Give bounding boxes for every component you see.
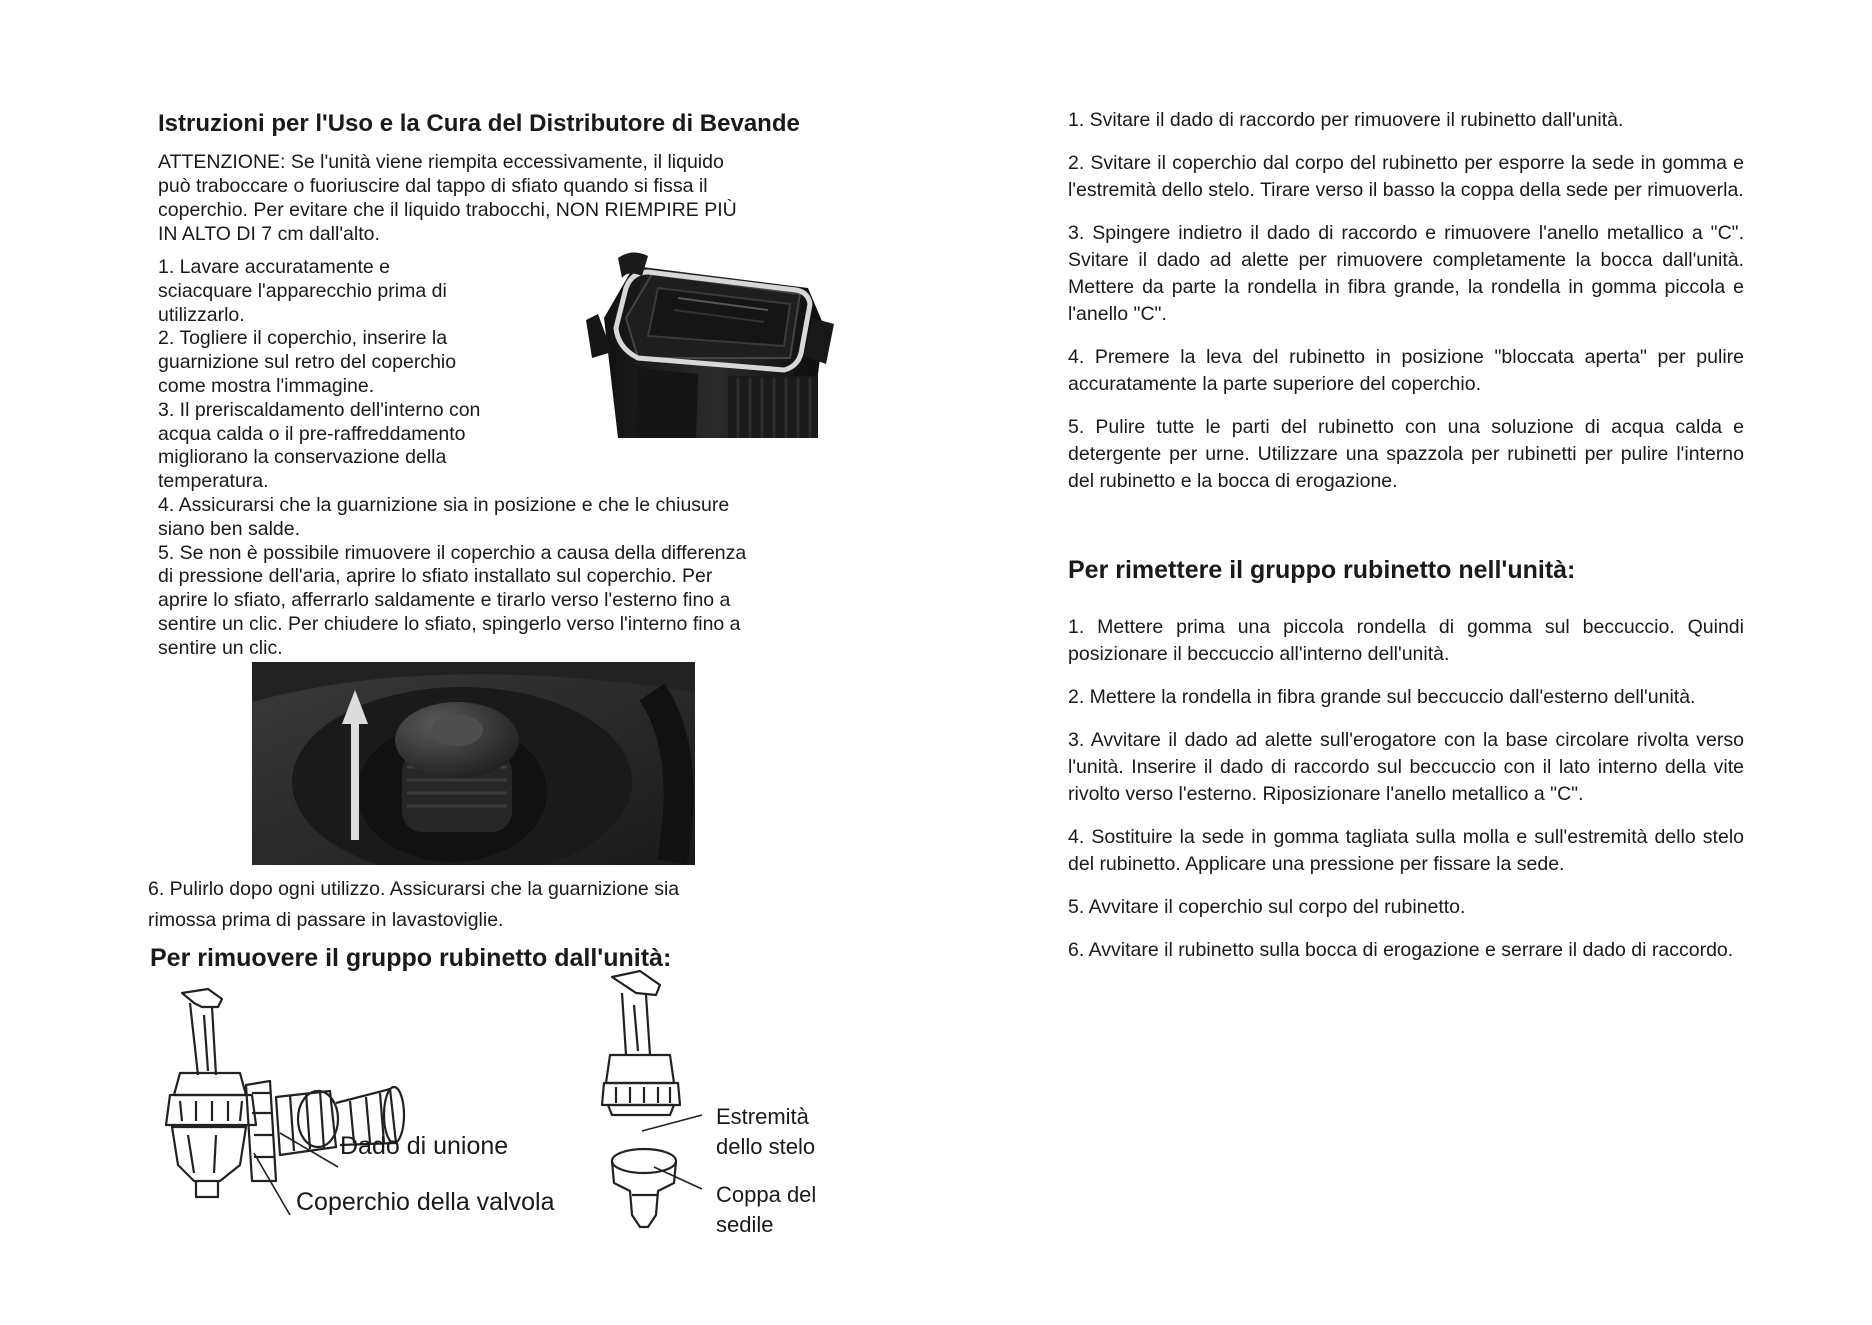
label-dado-di-unione: Dado di unione xyxy=(340,1132,509,1160)
step-line: aprire lo sfiato, afferrarlo saldamente e tirarlo verso l'esterno fino a xyxy=(158,589,731,612)
label-line: sedile xyxy=(716,1212,774,1237)
step-line: 5. Se non è possibile rimuovere il coperchio a causa della differenza xyxy=(158,541,747,564)
reinstall-column xyxy=(1068,614,1744,964)
step-line: sentire un clic. xyxy=(158,636,283,659)
step-line: utilizzarlo. xyxy=(158,303,245,326)
step-line: come mostra l'immagine. xyxy=(158,374,375,397)
reinstall-step-3: 3. Avvitare il dado ad alette sull'erogatore con la base circolare rivolta verso l'unità. Inserire il dado di raccordo sul beccuccio con il lato interno della vite rivolto verso l'esterno. Riposizionare l'anello metallico a "C". xyxy=(1068,729,1744,805)
warning-line: può traboccare o fuoriuscire dal tappo di sfiato quando si fissa il xyxy=(158,175,708,197)
reinstall-heading: Per rimettere il gruppo rubinetto nell'unità: xyxy=(1068,556,1576,584)
step-line: 3. Il preriscaldamento dell'interno con xyxy=(158,398,481,421)
step-line: rimossa prima di passare in lavastoviglie. xyxy=(148,909,504,931)
step-line: 1. Lavare accuratamente e xyxy=(158,256,390,278)
warning-line: ATTENZIONE: Se l'unità viene riempita eccessivamente, il liquido xyxy=(158,151,724,173)
reinstall-step-6: 6. Avvitare il rubinetto sulla bocca di erogazione e serrare il dado di raccordo. xyxy=(1068,939,1734,961)
reinstall-step-2: 2. Mettere la rondella in fibra grande sul beccuccio dall'esterno dell'unità. xyxy=(1068,686,1696,708)
leader-lines-right xyxy=(630,1105,710,1205)
step-line: sciacquare l'apparecchio prima di xyxy=(158,279,447,302)
step-line: 2. Togliere il coperchio, inserire la xyxy=(158,327,448,350)
step-line: migliorano la conservazione della xyxy=(158,446,447,469)
label-line: Estremità xyxy=(716,1104,809,1129)
step-6 xyxy=(148,874,679,936)
steps-narrow xyxy=(158,256,480,494)
label-estremita-stelo xyxy=(716,1102,815,1162)
warning-line: coperchio. Per evitare che il liquido trabocchi, NON RIEMPIRE PIÙ xyxy=(158,199,737,221)
vent-photo xyxy=(252,662,695,865)
steps-wide xyxy=(158,494,746,661)
step-line: sentire un clic. Per chiudere lo sfiato, spingerlo verso l'interno fino a xyxy=(158,612,741,635)
label-line: dello stelo xyxy=(716,1134,816,1159)
remove-step-5: 5. Pulire tutte le parti del rubinetto con una soluzione di acqua calda e detergente per urne. Utilizzare una spazzola per rubinetti per pulire l'interno del rubinetto e la bocca di erogazione. xyxy=(1068,416,1744,492)
step-line: siano ben salde. xyxy=(158,517,301,540)
step-line: guarnizione sul retro del coperchio xyxy=(158,351,457,374)
step-line: 4. Assicurarsi che la guarnizione sia in posizione e che le chiusure xyxy=(158,494,730,516)
reinstall-step-5: 5. Avvitare il coperchio sul corpo del rubinetto. xyxy=(1068,896,1466,918)
step-line: di pressione dell'aria, aprire lo sfiato installato sul coperchio. Per xyxy=(158,565,713,588)
reinstall-step-4: 4. Sostituire la sede in gomma tagliata sulla molla e sull'estremità dello stelo del rubinetto. Applicare una pressione per fissare la sede. xyxy=(1068,826,1744,875)
warning-line: IN ALTO DI 7 cm dall'alto. xyxy=(158,223,380,245)
reinstall-step-1: 1. Mettere prima una piccola rondella di gomma sul beccuccio. Quindi posizionare il beccuccio all'interno dell'unità. xyxy=(1068,616,1744,665)
remove-step-4: 4. Premere la leva del rubinetto in posizione "bloccata aperta" per pulire accuratamente la parte superiore del coperchio. xyxy=(1068,346,1744,395)
remove-step-1: 1. Svitare il dado di raccordo per rimuovere il rubinetto dall'unità. xyxy=(1068,109,1624,131)
right-column xyxy=(1068,107,1744,495)
remove-heading: Per rimuovere il gruppo rubinetto dall'unità: xyxy=(150,944,672,972)
dispenser-photo xyxy=(578,248,834,438)
remove-step-3: 3. Spingere indietro il dado di raccordo e rimuovere l'anello metallico a "C". Svitare il dado ad alette per rimuovere completamente la bocca dall'unità. Mettere da parte la rondella in fibra grande, la rondella in gomma piccola e l'anello "C". xyxy=(1068,222,1744,325)
step-line: 6. Pulirlo dopo ogni utilizzo. Assicurarsi che la guarnizione sia xyxy=(148,878,680,900)
faucet-diagram xyxy=(160,985,520,1215)
label-line: Coppa del xyxy=(716,1182,817,1207)
step-line: acqua calda o il pre-raffreddamento xyxy=(158,422,466,445)
step-line: temperatura. xyxy=(158,470,269,493)
page-title: Istruzioni per l'Uso e la Cura del Distributore di Bevande xyxy=(158,110,800,137)
remove-step-2: 2. Svitare il coperchio dal corpo del rubinetto per esporre la sede in gomma e l'estremità dello stelo. Tirare verso il basso la coppa della sede per rimuoverla. xyxy=(1068,152,1744,201)
label-coppa-sedile xyxy=(716,1180,816,1240)
warning-text xyxy=(158,150,737,246)
label-coperchio-valvola: Coperchio della valvola xyxy=(296,1188,555,1216)
